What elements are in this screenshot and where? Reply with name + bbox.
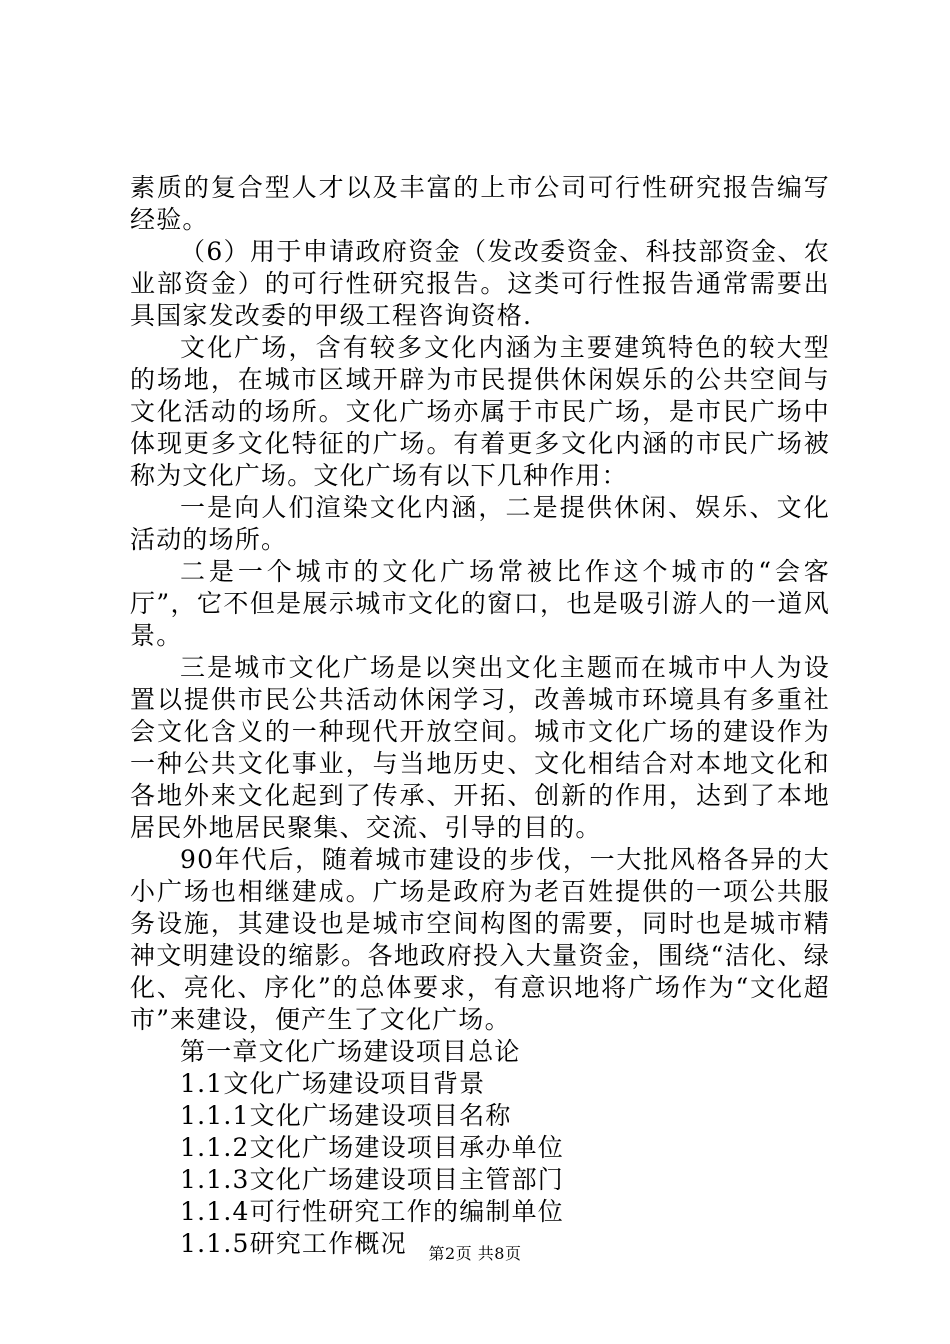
body-paragraph: 二是一个城市的文化广场常被比作这个城市的“会客厅”，它不但是展示城市文化的窗口，也是吸引游人的一道风景。 [130,557,830,650]
section-heading: 1.1文化广场建设项目背景 [180,1069,486,1098]
page-number-footer: 第2页 共8页 [428,1244,522,1263]
subsection-heading: 1.1.4可行性研究工作的编制单位 [180,1197,565,1226]
document-body [130,172,830,1260]
subsection-heading: 1.1.3文化广场建设项目主管部门 [180,1165,565,1194]
body-paragraph: （6）用于申请政府资金（发改委资金、科技部资金、农业部资金）的可行性研究报告。这类可行性报告通常需要出具国家发改委的甲级工程咨询资格. [130,237,830,330]
body-paragraph: 三是城市文化广场是以突出文化主题而在城市中人为设置以提供市民公共活动休闲学习，改善城市环境具有多重社会文化含义的一种现代开放空间。城市文化广场的建设作为一种公共文化事业，与当地历史、文化相结合对本地文化和各地外来文化起到了传承、开拓、创新的作用，达到了本地居民外地居民聚集、交流、引导的目的。 [130,653,830,842]
body-paragraph: 文化广场，含有较多文化内涵为主要建筑特色的较大型的场地，在城市区域开辟为市民提供休闲娱乐的公共空间与文化活动的场所。文化广场亦属于市民广场，是市民广场中体现更多文化特征的广场。有着更多文化内涵的市民广场被称为文化广场。文化广场有以下几种作用： [130,333,830,490]
subsection-heading: 1.1.2文化广场建设项目承办单位 [180,1133,565,1162]
chapter-heading: 第一章文化广场建设项目总论 [180,1037,521,1066]
body-paragraph: 素质的复合型人才以及丰富的上市公司可行性研究报告编写经验。 [130,173,830,234]
body-paragraph: 90年代后，随着城市建设的步伐，一大批风格各异的大小广场也相继建成。广场是政府为老百姓提供的一项公共服务设施，其建设也是城市空间构图的需要，同时也是城市精神文明建设的缩影。各地政府投入大量资金，围绕“洁化、绿化、亮化、序化”的总体要求，有意识地将广场作为“文化超市”来建设，便产生了文化广场。 [130,845,830,1034]
subsection-heading: 1.1.5研究工作概况 [180,1229,407,1258]
body-paragraph: 一是向人们渲染文化内涵，二是提供休闲、娱乐、文化活动的场所。 [130,493,830,554]
subsection-heading: 1.1.1文化广场建设项目名称 [180,1101,512,1130]
